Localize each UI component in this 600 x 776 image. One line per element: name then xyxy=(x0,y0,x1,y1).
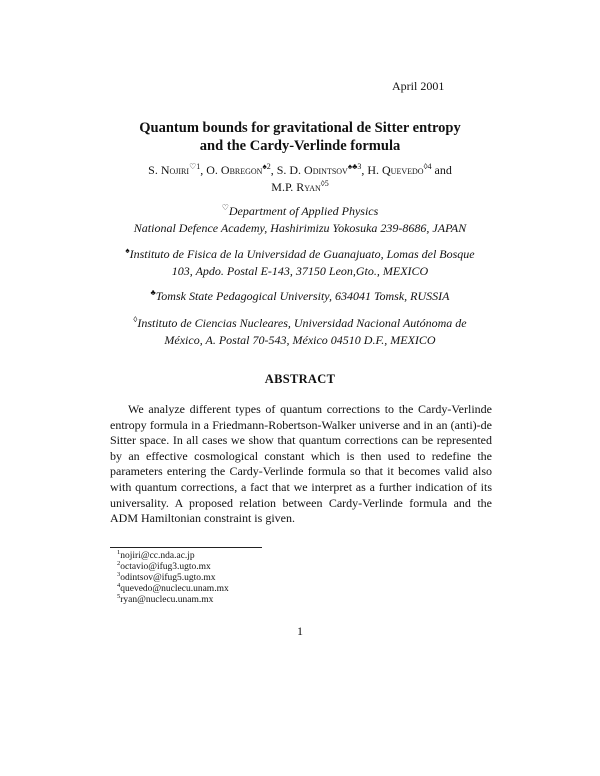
affiliation-mark: ♡ xyxy=(221,203,229,212)
abstract-text: We analyze different types of quantum corrections to the Cardy-Verlinde entropy formula in a Friedmann-Robertson-Walker universe and in an (anti)-de Sitter space. In all cases we show that quantum corrections can be represented by an effective cosmological constant which is then used to redefine the parameters entering the Cardy-Verlinde formula so that it becomes valid also with quantum corrections, a fact that we interpret as a further indication of its universality. A proposed relation between Cardy-Verlinde formula and the ADM Hamiltonian constraint is given. xyxy=(110,402,492,526)
author-separator: , xyxy=(361,163,368,177)
footnote-email: ryan@nuclecu.unam.mx xyxy=(120,595,214,605)
footnote-email: octavio@ifug3.ugto.mx xyxy=(120,562,211,572)
paper-title xyxy=(0,119,600,155)
author xyxy=(277,163,368,177)
affiliation-mark: ♣ xyxy=(150,288,156,297)
footnote-email: odintsov@ifug5.ugto.mx xyxy=(120,573,216,583)
affiliation-line-2: 103, Apdo. Postal E-143, 37150 Leon,Gto., MEXICO xyxy=(171,264,429,278)
author xyxy=(367,163,452,177)
footnote-number: 5 xyxy=(117,592,121,600)
title-line-1: Quantum bounds for gravitational de Sitter entropy xyxy=(139,120,461,136)
affiliation-line-1: Instituto de Ciencias Nucleares, Universidad Nacional Autónoma de xyxy=(137,316,467,330)
author xyxy=(148,163,206,177)
author-mark: ♠2 xyxy=(262,162,271,171)
affiliation xyxy=(100,315,500,349)
author-list xyxy=(96,162,504,196)
author xyxy=(206,163,276,177)
footnote xyxy=(117,559,229,573)
date: April 2001 xyxy=(392,79,445,93)
author-separator: , xyxy=(270,163,277,177)
footnote-number: 3 xyxy=(117,570,121,578)
footnotes xyxy=(117,548,229,606)
affiliation-line-2: México, A. Postal 70-543, México 04510 D.F., MEXICO xyxy=(164,333,436,347)
footnote-email: quevedo@nuclecu.unam.mx xyxy=(120,584,229,594)
author-separator: and xyxy=(431,163,452,177)
footnote xyxy=(117,592,229,606)
author-separator: , xyxy=(200,163,207,177)
affiliation-line-2: National Defence Academy, Hashirimizu Yokosuka 239-8686, JAPAN xyxy=(133,221,467,235)
affiliation-mark: ♠ xyxy=(125,246,130,255)
affiliation xyxy=(100,203,500,237)
author-name: H. Quevedo xyxy=(367,163,424,177)
affiliation-line-1: Instituto de Fisica de la Universidad de Guanajuato, Lomas del Bosque xyxy=(129,247,475,261)
footnote-email: nojiri@cc.nda.ac.jp xyxy=(120,551,195,561)
author xyxy=(271,180,328,194)
author-name: S. D. Odintsov xyxy=(276,163,348,177)
author-mark: ◊5 xyxy=(320,179,329,188)
affiliation-mark: ◊ xyxy=(133,315,138,324)
abstract-heading: ABSTRACT xyxy=(264,372,336,386)
author-name: M.P. Ryan xyxy=(271,180,321,194)
affiliation xyxy=(100,246,500,280)
author-name: S. Nojiri xyxy=(148,163,190,177)
footnote xyxy=(117,581,229,595)
affiliation xyxy=(100,288,500,305)
affiliation-line-1: Tomsk State Pedagogical University, 634041 Tomsk, RUSSIA xyxy=(155,289,450,303)
author-mark: ♡1 xyxy=(189,162,201,171)
title-line-2: and the Cardy-Verlinde formula xyxy=(199,138,401,154)
footnote-number: 1 xyxy=(117,548,121,556)
footnote xyxy=(117,570,229,584)
affiliation-line-1: Department of Applied Physics xyxy=(228,204,379,218)
footnote-number: 4 xyxy=(117,581,121,589)
author-mark: ♠♣3 xyxy=(347,162,362,171)
author-name: O. Obregon xyxy=(206,163,263,177)
page-number: 1 xyxy=(297,624,303,638)
footnote xyxy=(117,548,229,562)
author-mark: ◊4 xyxy=(423,162,432,171)
footnote-number: 2 xyxy=(117,559,121,567)
footnote-rule xyxy=(110,547,262,548)
